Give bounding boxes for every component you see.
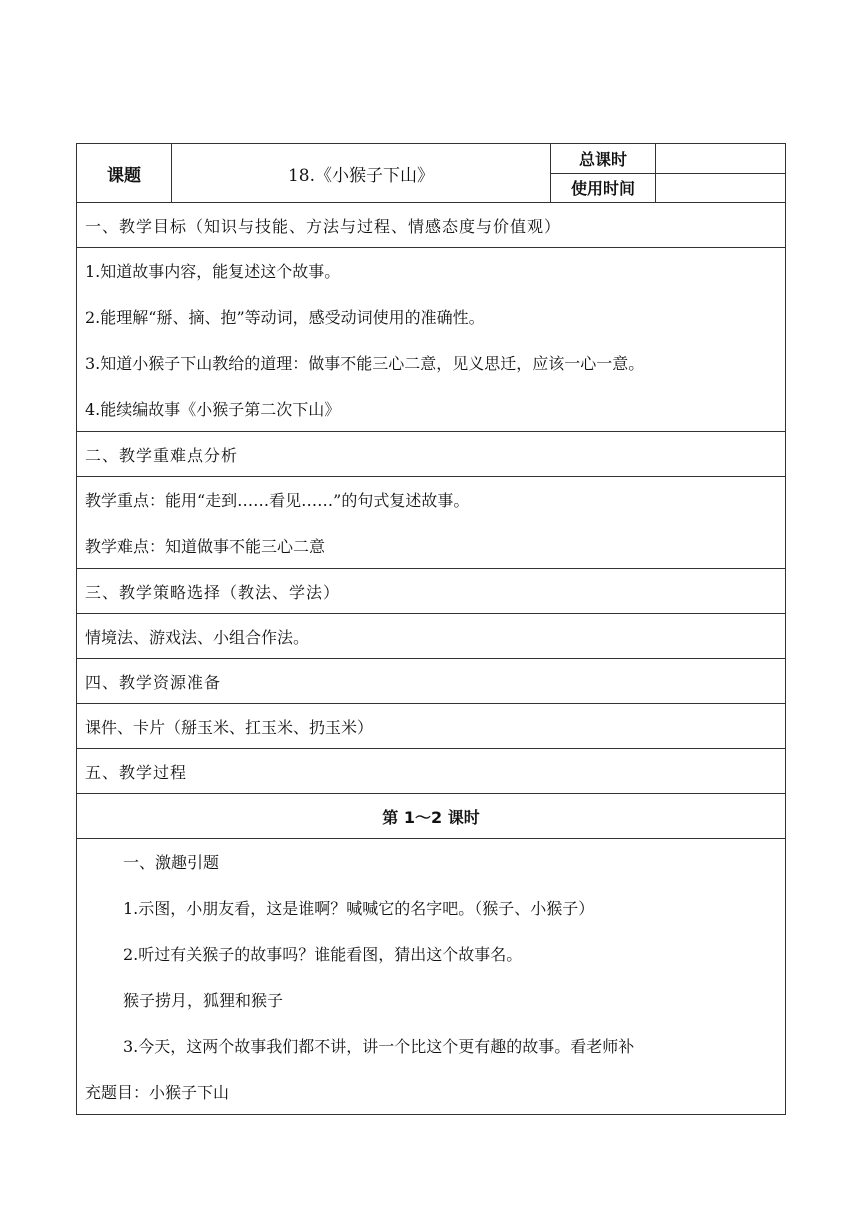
- strategy-heading: 三、教学策略选择（教法、学法）: [77, 569, 785, 614]
- use-time-row: [551, 173, 785, 203]
- key-points-heading: 二、教学重难点分析: [77, 432, 785, 477]
- process-body: [77, 839, 785, 1114]
- process-line: 2.听过有关猴子的故事吗？谁能看图，猜出这个故事名。: [123, 944, 523, 964]
- total-hours-row: [551, 144, 785, 173]
- key-point-item: 教学重点：能用“走到……看见……”的句式复述故事。: [85, 491, 470, 510]
- goal-item: 3.知道小猴子下山教给的道理：做事不能三心二意，见义思迁，应该一心一意。: [85, 353, 645, 373]
- key-points-list: [77, 477, 785, 569]
- goals-heading: 一、教学目标（知识与技能、方法与过程、情感态度与价值观）: [77, 203, 785, 248]
- process-line-continuation: 充题目：小猴子下山: [85, 1082, 230, 1102]
- total-hours-label: 总课时: [551, 144, 656, 173]
- lesson-title: 18.《小猴子下山》: [172, 144, 551, 202]
- process-line: 一、激趣引题: [123, 853, 220, 872]
- subject-label: 课题: [77, 144, 172, 202]
- process-line: 1.示图，小朋友看，这是谁啊？喊喊它的名字吧。（猴子、小猴子）: [123, 898, 595, 918]
- total-hours-value: [656, 144, 785, 173]
- goal-item: 4.能续编故事《小猴子第二次下山》: [85, 399, 341, 419]
- header-row: [77, 144, 785, 203]
- period-title: 第 1～2 课时: [77, 794, 785, 839]
- lesson-plan-table: [76, 143, 786, 1115]
- goal-item: 2.能理解“掰、摘、抱”等动词，感受动词使用的准确性。: [85, 307, 485, 327]
- goal-item: 1.知道故事内容，能复述这个故事。: [85, 262, 341, 281]
- goals-list: [77, 248, 785, 432]
- header-meta: [551, 144, 785, 202]
- strategy-content: 情境法、游戏法、小组合作法。: [77, 614, 785, 659]
- resource-heading: 四、教学资源准备: [77, 659, 785, 704]
- resource-content: 课件、卡片（掰玉米、扛玉米、扔玉米）: [77, 704, 785, 749]
- key-point-item: 教学难点：知道做事不能三心二意: [85, 536, 326, 556]
- process-line: 3.今天，这两个故事我们都不讲，讲一个比这个更有趣的故事。看老师补: [123, 1036, 635, 1056]
- use-time-label: 使用时间: [551, 174, 656, 203]
- process-heading: 五、教学过程: [77, 749, 785, 794]
- use-time-value: [656, 174, 785, 203]
- process-line: 猴子捞月，狐狸和猴子: [123, 990, 284, 1010]
